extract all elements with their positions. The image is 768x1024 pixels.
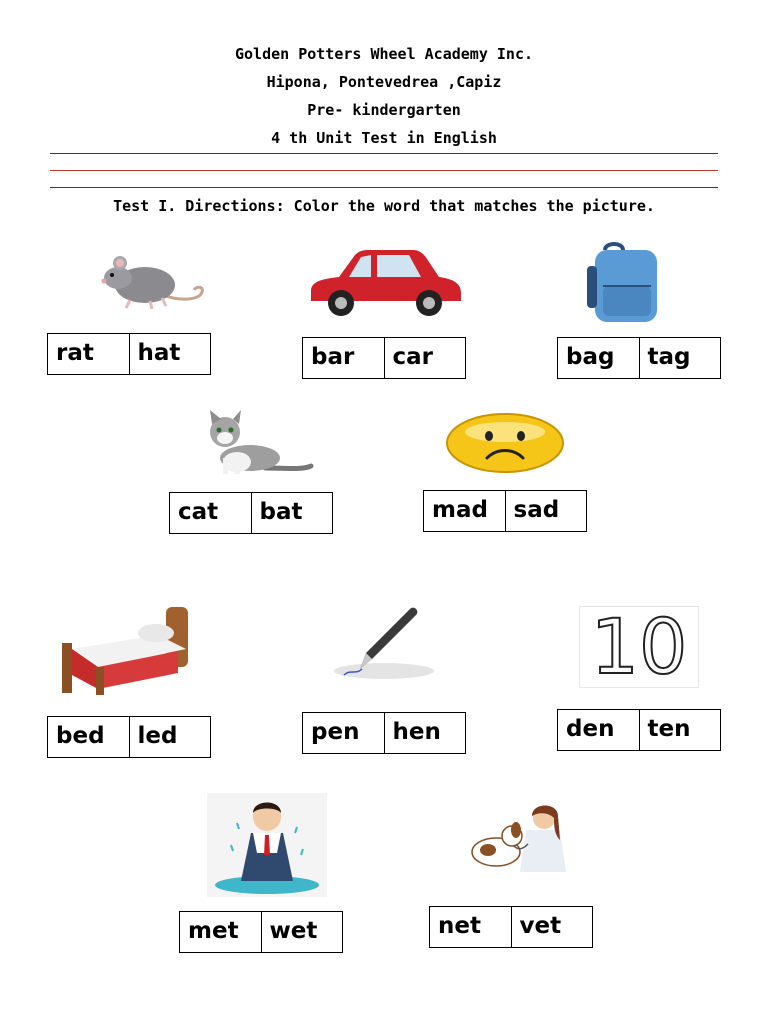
word-option[interactable]: tag [647,344,691,370]
school-address: Hipona, Pontevedrea ,Capiz [266,73,502,91]
word-option[interactable]: bed [48,717,130,757]
word-choice-box [302,712,466,754]
word-option[interactable]: net [430,907,512,947]
wet-man-picture [207,793,327,897]
sad-face-picture [443,410,567,476]
word-option[interactable]: hat [137,340,181,366]
word-option[interactable]: hen [392,719,441,745]
word-option[interactable]: cat [170,493,252,533]
word-option[interactable]: vet [519,913,562,939]
word-option[interactable]: sad [513,497,560,523]
rat-picture [90,250,210,315]
word-option[interactable]: wet [269,918,318,944]
word-option[interactable]: den [558,710,640,750]
word-choice-box [179,911,343,953]
car-picture [305,245,465,323]
word-choice-box [169,492,333,534]
number-ten-picture: 10 [579,606,699,688]
header-rule-blue [50,153,718,154]
word-option[interactable]: car [392,344,433,370]
word-option[interactable]: pen [303,713,385,753]
word-option[interactable]: ten [647,716,691,742]
word-choice-box [47,716,211,758]
word-option[interactable]: bag [558,338,640,378]
word-choice-box [423,490,587,532]
header-rule-red [50,170,718,171]
word-option[interactable]: bar [303,338,385,378]
bed-picture [58,605,192,695]
word-option[interactable]: mad [424,491,506,531]
header-rule-blue-lower [50,187,718,188]
word-choice-box [429,906,593,948]
word-choice-box [557,709,721,751]
cat-picture [195,410,315,478]
vet-picture [468,800,572,872]
grade-level: Pre- kindergarten [307,101,461,119]
word-choice-box [47,333,211,375]
word-option[interactable]: rat [48,334,130,374]
test-directions: Test I. Directions: Color the word that matches the picture. [113,197,655,215]
word-option[interactable]: led [137,723,178,749]
school-name: Golden Potters Wheel Academy Inc. [234,45,533,63]
word-option[interactable]: bat [259,499,303,525]
word-option[interactable]: met [180,912,262,952]
bag-picture [583,242,663,324]
word-choice-box [557,337,721,379]
test-title: 4 th Unit Test in English [271,129,497,147]
word-choice-box [302,337,466,379]
pen-picture [320,603,438,683]
